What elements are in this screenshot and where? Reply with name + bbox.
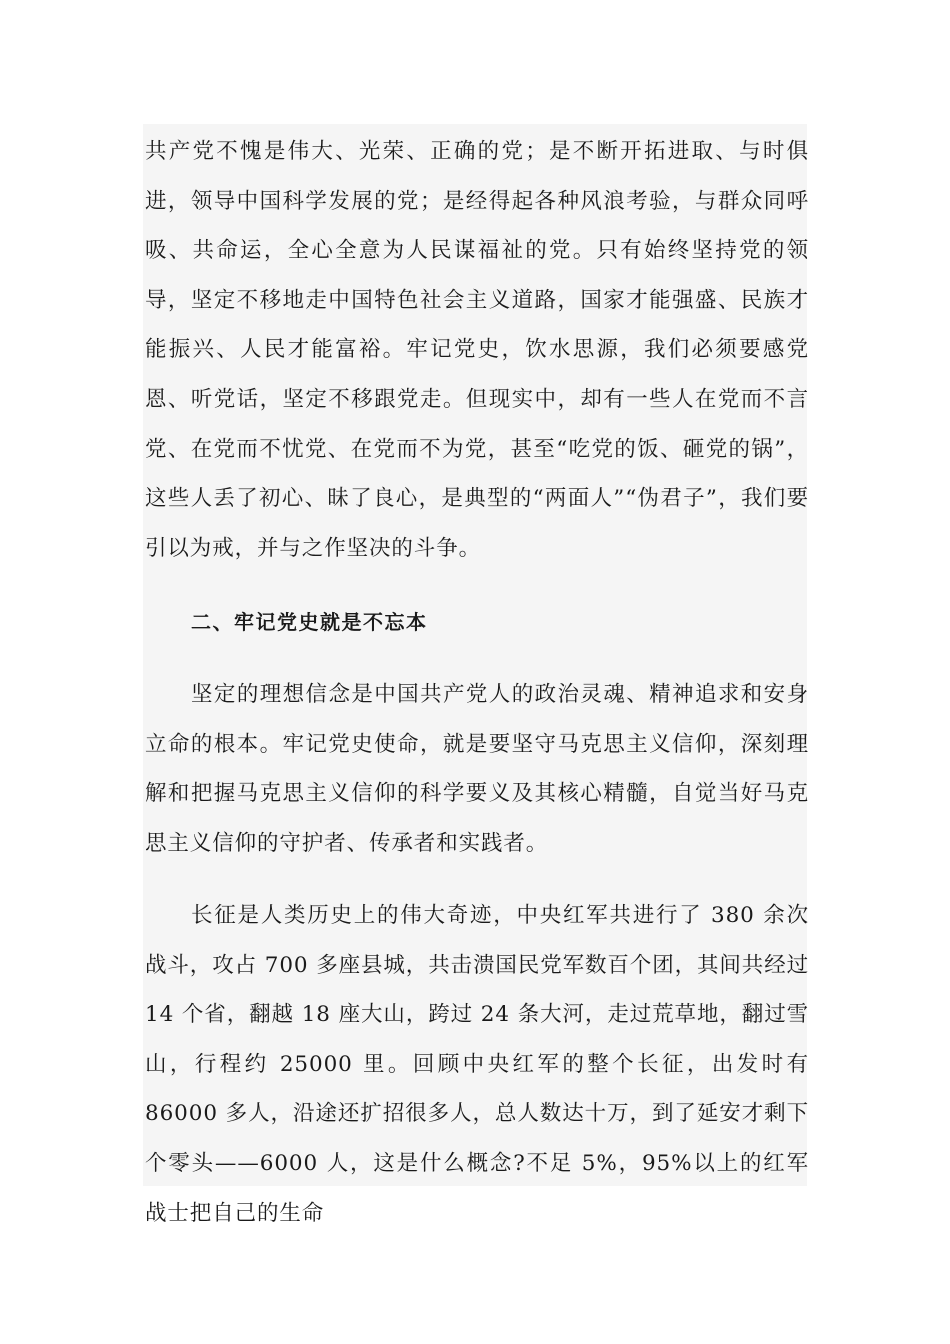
paragraph-3-block xyxy=(145,891,809,1238)
section-heading: 二、牢记党史就是不忘本 xyxy=(191,610,428,634)
paragraph-2: 坚定的理想信念是中国共产党人的政治灵魂、精神追求和安身立命的根本。牢记党史使命，就是要坚守马克思主义信仰，深刻理解和把握马克思主义信仰的科学要义及其核心精髓，自觉当好马克思主义信仰的守护者、传承者和实践者。 xyxy=(145,682,809,856)
paragraph-3: 长征是人类历史上的伟大奇迹，中央红军共进行了 380 余次战斗，攻占 700 多座县城，共击溃国民党军数百个团，其间共经过 14 个省，翻越 18 座大山，跨过 24 条大河，走过荒草地，翻过雪山，行程约 25000 里。回顾中央红军的整个长征，出发时有 86000 多人，沿途还扩招很多人，总人数达十万，到了延安才剩下个零头——6000 人，这是什么概念?不足 5%，95%以上的红军战士把自己的生命 xyxy=(145,903,810,1226)
paragraph-2-block xyxy=(145,670,809,868)
paragraph-1: 共产党不愧是伟大、光荣、正确的党；是不断开拓进取、与时俱进，领导中国科学发展的党；是经得起各种风浪考验，与群众同呼吸、共命运，全心全意为人民谋福祉的党。只有始终坚持党的领导，坚定不移地走中国特色社会主义道路，国家才能强盛、民族才能振兴、人民才能富裕。牢记党史，饮水思源，我们必须要感党恩、听党话，坚定不移跟党走。但现实中，却有一些人在党而不言党、在党而不忧党、在党而不为党，甚至“吃党的饭、砸党的锅”，这些人丢了初心、昧了良心，是典型的“两面人”“伪君子”，我们要引以为戒，并与之作坚决的斗争。 xyxy=(145,139,809,561)
document-body xyxy=(145,127,809,573)
section-heading-block xyxy=(145,598,809,648)
